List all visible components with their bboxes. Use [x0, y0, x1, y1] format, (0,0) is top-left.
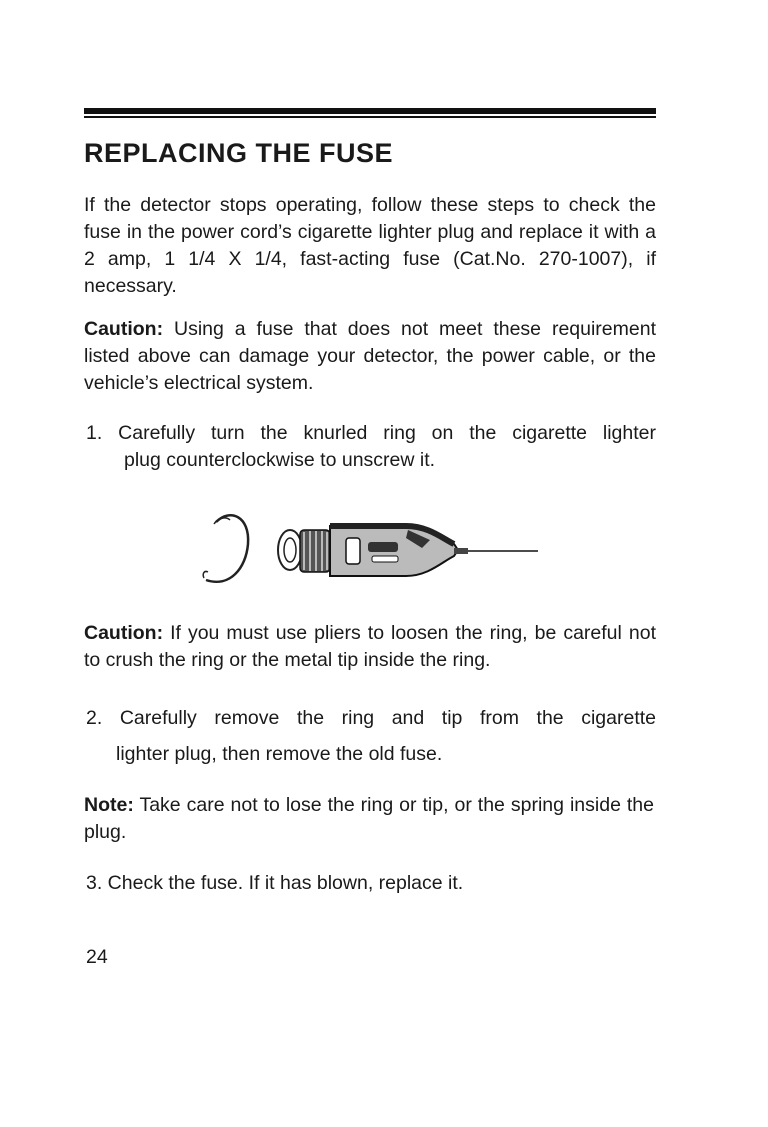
step-3: 3. Check the fuse. If it has blown, replace it. — [86, 872, 464, 894]
header-rule-thick — [84, 108, 656, 114]
caution-paragraph-1 — [84, 316, 656, 397]
caution-paragraph-2 — [84, 620, 656, 674]
step-1-text-1: Carefully turn the knurled ring on the cigarette lighter — [118, 422, 657, 444]
step-1-line-2: plug counterclockwise to unscrew it. — [124, 449, 436, 471]
caution-text-1: Using a fuse that does not meet these requirement listed above can damage your detector, the power cable, or the vehicle’s electrical system. — [84, 318, 656, 394]
step-1 — [86, 420, 656, 474]
header-rule-thin — [84, 116, 656, 118]
note-paragraph — [84, 792, 654, 846]
header-rule — [84, 108, 656, 119]
section-heading: REPLACING THE FUSE — [84, 138, 394, 168]
caution-label-1: Caution: — [84, 318, 164, 340]
intro-paragraph: If the detector stops operating, follow these steps to check the fuse in the power cord’s cigarette lighter plug and replace it with a 2 amp, 1 1/4 X 1/4, fast-acting fuse (Cat.No. 270-1007), if necessary. — [84, 194, 656, 297]
step-2 — [86, 700, 656, 772]
caution-label-2: Caution: — [84, 622, 164, 644]
plug-illustration — [196, 508, 546, 593]
step-2-number: 2. — [86, 707, 103, 729]
step-2-text-1: Carefully remove the ring and tip from the cigarette — [119, 707, 656, 729]
caution-text-2: If you must use pliers to loosen the ring, be careful not to crush the ring or the metal tip inside the ring. — [84, 622, 656, 671]
step-1-number: 1. — [86, 422, 103, 444]
step-1-line-1 — [86, 420, 656, 447]
step-2-line-1 — [86, 700, 656, 736]
note-label: Note: — [84, 794, 134, 816]
step-2-line-2: lighter plug, then remove the old fuse. — [116, 743, 443, 765]
page-number: 24 — [86, 946, 108, 968]
note-text: Take care not to lose the ring or tip, or the spring inside the plug. — [84, 794, 654, 843]
